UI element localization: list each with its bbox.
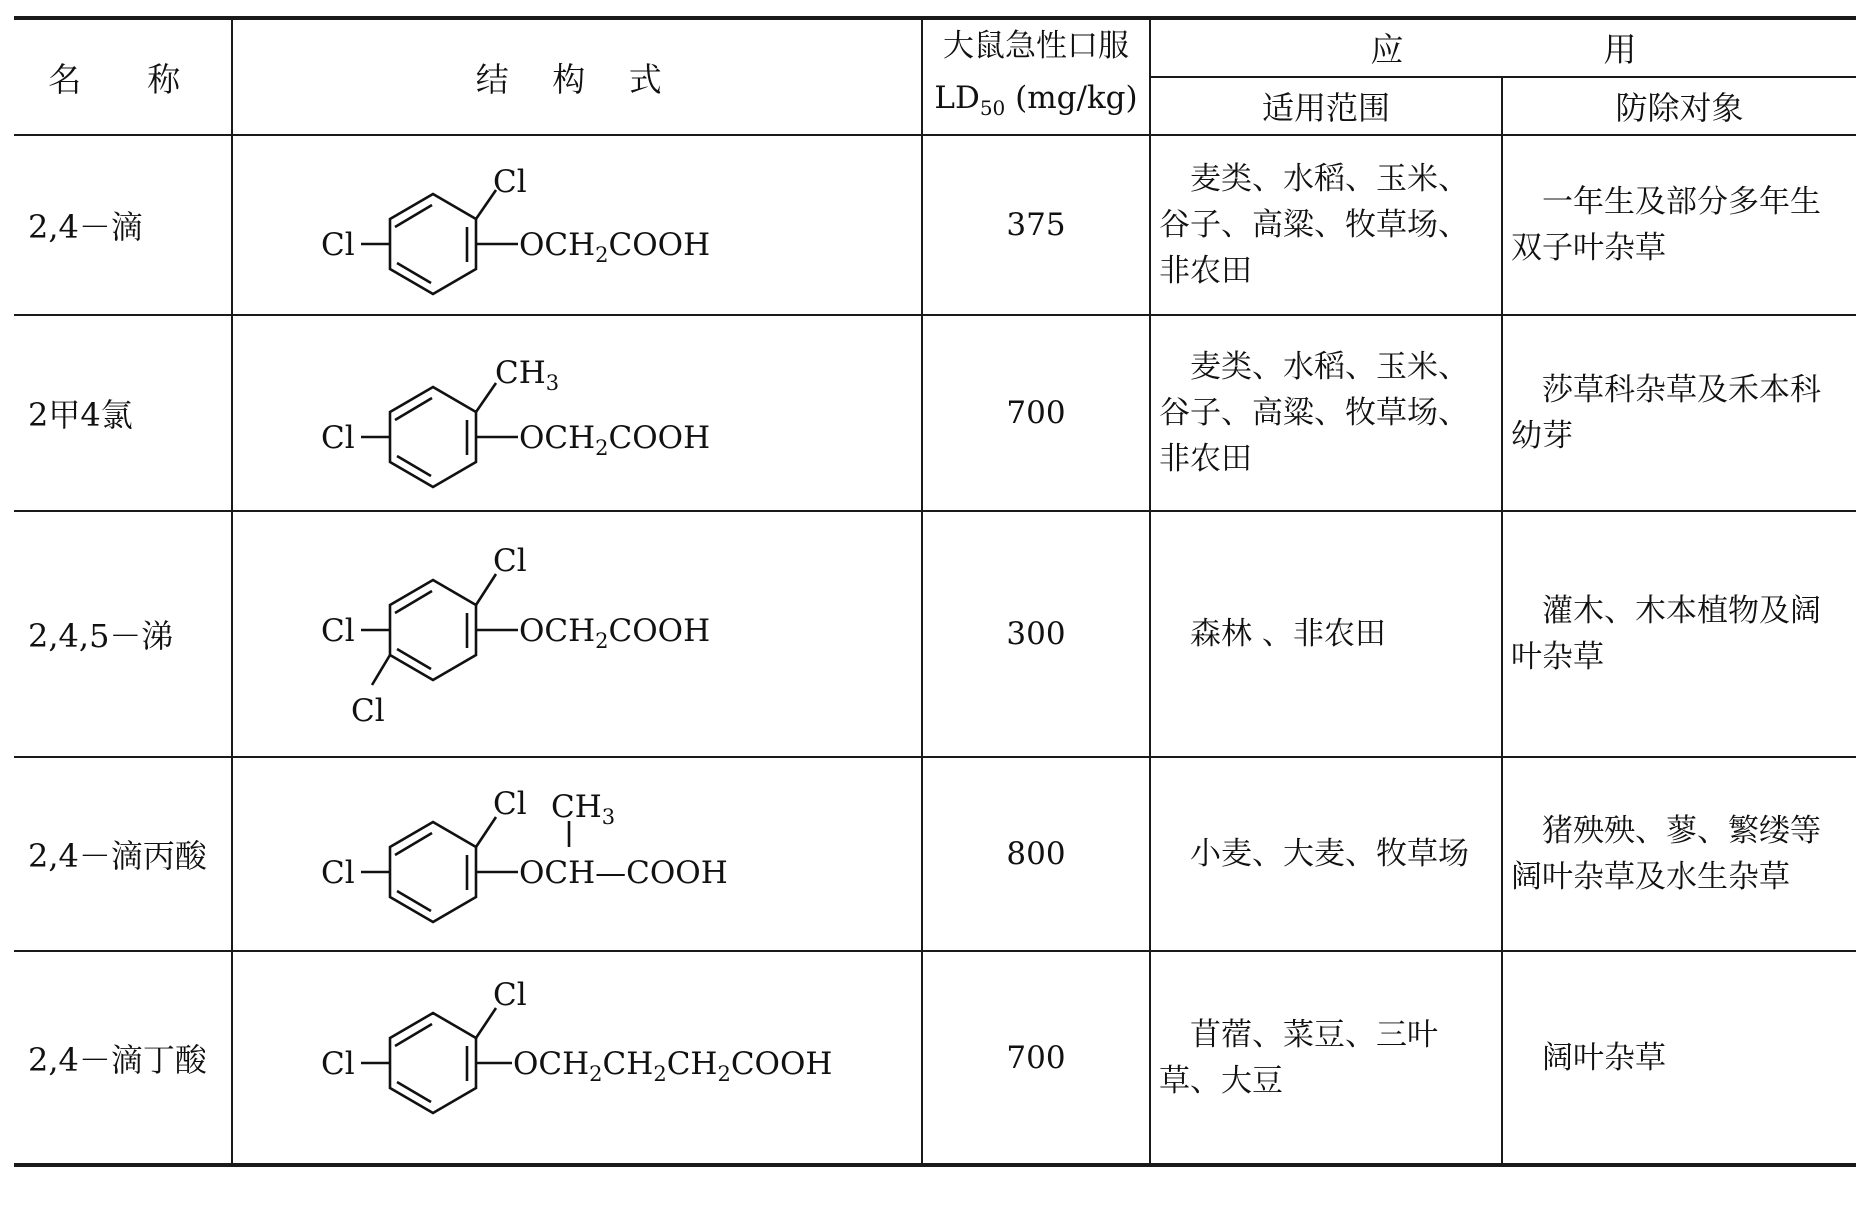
target-cell <box>1502 757 1856 951</box>
target-text: 一年生及部分多年生双子叶杂草 <box>1511 184 1821 267</box>
structure-formula <box>232 951 922 1165</box>
side-chain-label: $OCH_2COOH$ <box>519 613 711 654</box>
header-ld50-line2: $LD_{50}$ (mg/kg) <box>934 80 1138 121</box>
substituent-label: Cl <box>493 164 527 201</box>
target-cell <box>1502 951 1856 1165</box>
structure-diagram <box>233 953 923 1163</box>
substituent-label: Cl <box>321 420 355 457</box>
compound-name: 2,4－滴 <box>14 135 232 315</box>
compound-name: 2,4－滴丁酸 <box>14 951 232 1165</box>
substituent-label: Cl <box>493 543 527 580</box>
table-row <box>14 135 1856 315</box>
structure-diagram <box>233 759 923 949</box>
target-cell <box>1502 511 1856 757</box>
header-application-right: 用 <box>1603 30 1637 70</box>
scope-cell <box>1150 511 1502 757</box>
table-row <box>14 951 1856 1165</box>
side-chain-label: $OCH_2COOH$ <box>519 227 711 268</box>
header-ld50-line1: 大鼠急性口服 <box>943 28 1129 64</box>
substituent-label: Cl <box>321 1045 355 1082</box>
target-text: 灌木、木本植物及阔叶杂草 <box>1511 593 1821 676</box>
target-text: 猪殃殃、蓼、繁缕等阔叶杂草及水生杂草 <box>1511 813 1821 896</box>
header-application-left: 应 <box>1370 30 1404 70</box>
target-cell <box>1502 315 1856 511</box>
scope-cell <box>1150 757 1502 951</box>
structure-formula <box>232 511 922 757</box>
benzene-ring <box>390 387 476 487</box>
compound-name: 2甲4氯 <box>14 315 232 511</box>
substituent-label: Cl <box>321 613 355 650</box>
structure-formula <box>232 757 922 951</box>
ld50-value: 375 <box>922 135 1150 315</box>
header-structure: 结 构 式 <box>232 18 922 135</box>
header-ld50 <box>922 18 1150 135</box>
branch-label: $CH_3$ <box>551 789 616 830</box>
scope-text: 麦类、水稻、玉米、谷子、高粱、牧草场、非农田 <box>1159 161 1469 290</box>
ld50-value: 300 <box>922 511 1150 757</box>
scope-text: 小麦、大麦、牧草场 <box>1190 836 1469 873</box>
scope-text: 麦类、水稻、玉米、谷子、高粱、牧草场、非农田 <box>1159 349 1469 478</box>
header-name: 名 称 <box>14 18 232 135</box>
structure-formula <box>232 315 922 511</box>
table-row <box>14 757 1856 951</box>
table-row <box>14 315 1856 511</box>
table-row <box>14 511 1856 757</box>
benzene-ring <box>390 1013 476 1113</box>
scope-cell <box>1150 135 1502 315</box>
side-chain-label: OCH—COOH <box>519 855 728 892</box>
structure-diagram <box>233 137 923 313</box>
target-text: 莎草科杂草及禾本科幼芽 <box>1511 372 1821 455</box>
scope-cell <box>1150 315 1502 511</box>
header-scope: 适用范围 <box>1150 77 1502 136</box>
benzene-ring <box>390 580 476 680</box>
target-text: 阔叶杂草 <box>1542 1039 1666 1076</box>
substituent-label: Cl <box>321 227 355 264</box>
substituent-label: $CH_3$ <box>495 355 560 396</box>
herbicide-table <box>14 16 1856 1167</box>
structure-formula <box>232 135 922 315</box>
compound-name: 2,4－滴丙酸 <box>14 757 232 951</box>
ld50-value: 700 <box>922 315 1150 511</box>
header-row-1 <box>14 18 1856 77</box>
substituent-label: Cl <box>493 976 527 1013</box>
substituent-label: Cl <box>351 693 385 730</box>
side-chain-label: $OCH_2CH_2CH_2COOH$ <box>513 1045 833 1086</box>
side-chain-label: $OCH_2COOH$ <box>519 420 711 461</box>
header-application <box>1150 18 1856 77</box>
benzene-ring <box>390 822 476 922</box>
scope-cell <box>1150 951 1502 1165</box>
target-cell <box>1502 135 1856 315</box>
benzene-ring <box>390 194 476 294</box>
ld50-value: 700 <box>922 951 1150 1165</box>
header-target: 防除对象 <box>1502 77 1856 136</box>
structure-diagram <box>233 513 923 755</box>
compound-name: 2,4,5－涕 <box>14 511 232 757</box>
ld50-value: 800 <box>922 757 1150 951</box>
substituent-label: Cl <box>493 786 527 823</box>
scope-text: 森林 、非农田 <box>1190 616 1386 653</box>
substituent-label: Cl <box>321 855 355 892</box>
scope-text: 苜蓿、菜豆、三叶草、大豆 <box>1159 1016 1438 1099</box>
structure-diagram <box>233 317 923 509</box>
